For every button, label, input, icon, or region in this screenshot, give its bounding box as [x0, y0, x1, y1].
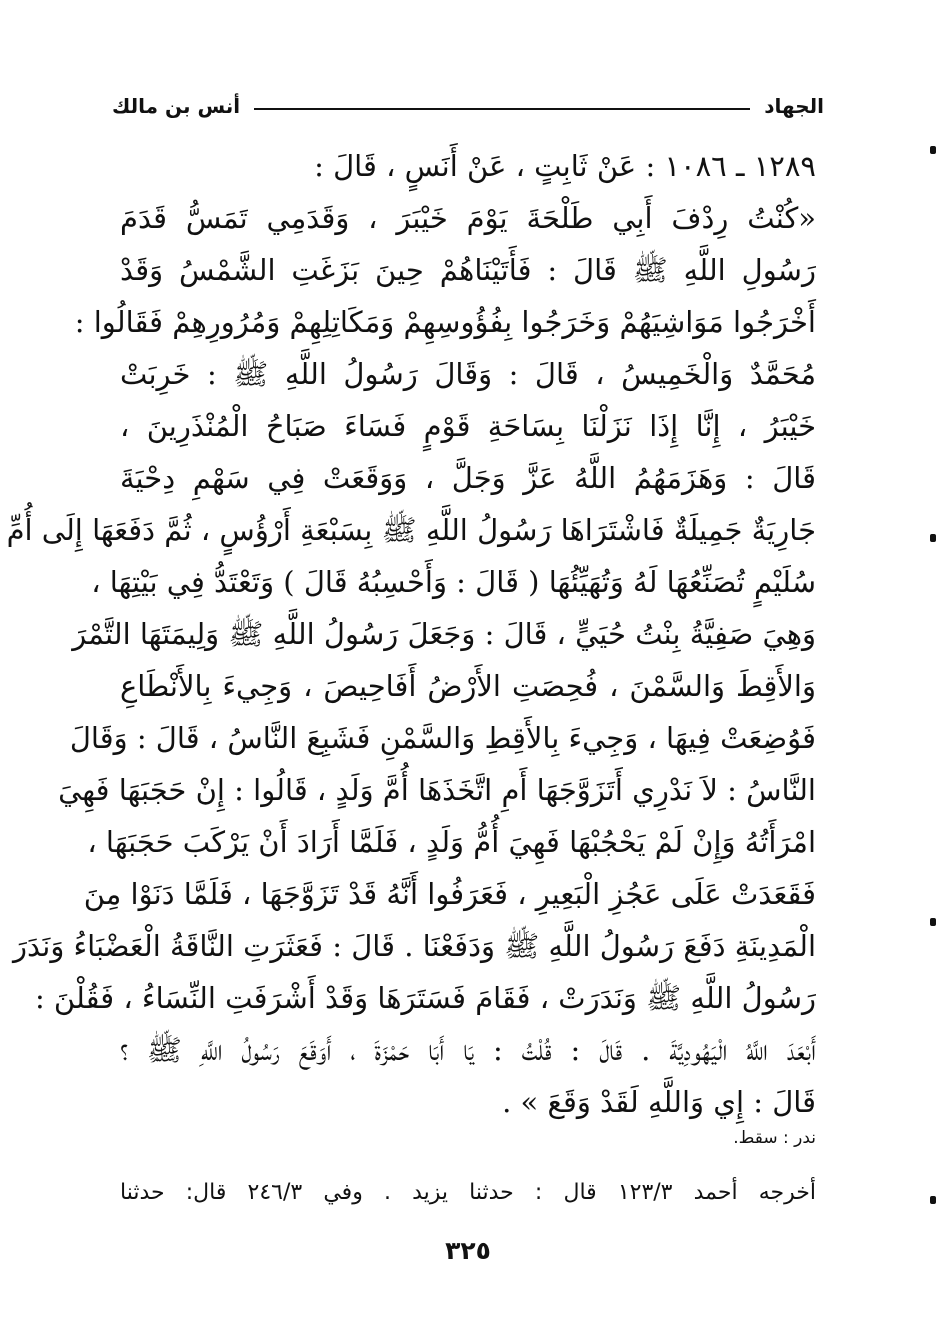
hadith-line: جَارِيَةٌ جَمِيلَةٌ فَاشْتَرَاهَا رَسُولُ اللَّهِ ﷺ بِسَبْعَةِ أَرْؤُسٍ ، ثُمَّ دَفَعَهَا إِلَى أُمِّ — [6, 513, 816, 547]
margin-mark — [930, 1196, 936, 1204]
chapter-title: الجهاد — [764, 94, 824, 118]
hadith-line: مُحَمَّدٌ وَالْخَمِيسُ ، قَالَ : وَقَالَ رَسُولُ اللَّهِ ﷺ : خَرِبَتْ — [120, 357, 816, 391]
hadith-line: خَيْبَرُ ، إِنَّا إِذَا نَزَلْنَا بِسَاحَةِ قَوْمٍ فَسَاءَ صَبَاحُ الْمُنْذَرِينَ ، — [120, 409, 816, 443]
hadith-line: قَالَ : إِي وَاللَّهِ لَقَدْ وَقَعَ » . — [502, 1085, 816, 1119]
hadith-line: فَوُضِعَتْ فِيهَا ، وَجِيءَ بِالأَقِطِ وَالسَّمْنِ فَشَبِعَ النَّاسُ ، قَالَ : وَقَالَ — [69, 721, 816, 755]
running-header — [112, 86, 824, 126]
hadith-line: النَّاسُ : لاَ نَدْرِي أَتَزَوَّجَهَا أَمِ اتَّخَذَهَا أُمَّ وَلَدٍ ، قَالُوا : إِنْ حَجَبَهَا فَهِيَ — [58, 773, 816, 807]
hadith-line: قَالَ : وَهَزَمَهُمُ اللَّهُ عَزَّ وَجَلَّ ، وَوَقَعَتْ فِي سَهْمِ دِحْيَةَ — [120, 461, 816, 495]
hadith-line: أَخْرَجُوا مَوَاشِيَهُمْ وَخَرَجُوا بِفُؤُوسِهِمْ وَمَكَاتِلِهِمْ وَمُرُورِهِمْ فَقَالُوا : — [74, 305, 816, 339]
hadith-line: وَالأَقِطَ وَالسَّمْنَ ، فُحِصَتِ الأَرْضُ أَفَاحِيصَ ، وَجِيءَ بِالأَنْطَاعِ — [120, 669, 816, 703]
hadith-line: امْرَأَتُهُ وَإِنْ لَمْ يَحْجُبْهَا فَهِيَ أُمُّ وَلَدٍ ، فَلَمَّا أَرَادَ أَنْ يَرْكَبَ حَجَبَهَا ، — [87, 825, 816, 859]
page-number: ٣٢٥ — [445, 1236, 491, 1265]
hadith-line: فَقَعَدَتْ عَلَى عَجُزِ الْبَعِيرِ ، فَعَرَفُوا أَنَّهُ قَدْ تَزَوَّجَهَا ، فَلَمَّا دَنَوْا مِنَ — [83, 877, 816, 911]
footnote: ندر : سقط. — [733, 1128, 816, 1148]
margin-mark — [930, 534, 936, 542]
hadith-text — [6, 140, 816, 1128]
header-rule — [254, 108, 750, 110]
margin-mark — [930, 146, 936, 154]
hadith-line: ١٢٨٩ ـ ١٠٨٦ : عَنْ ثَابِتٍ ، عَنْ أَنَسٍ ، قَالَ : — [314, 149, 816, 183]
hadith-line: رَسُولِ اللَّهِ ﷺ قَالَ : فَأَتَيْنَاهُمْ حِينَ بَزَغَتِ الشَّمْسُ وَقَدْ — [120, 253, 816, 287]
hadith-line: رَسُولُ اللَّهِ ﷺ وَنَدَرَتْ ، فَقَامَ فَسَتَرَهَا وَقَدْ أَشْرَفَتِ النِّسَاءُ ، فَقُلْنَ : — [34, 981, 816, 1015]
hadith-line: سُلَيْمٍ تُصَنِّعُهَا لَهُ وَتُهَيِّئُهَا ( قَالَ : وَأَحْسِبُهُ قَالَ ) وَتَعْتَدُّ فِي بَيْتِهَا ، — [91, 565, 816, 599]
hadith-line: الْمَدِينَةِ دَفَعَ رَسُولُ اللَّهِ ﷺ وَدَفَعْنَا . قَالَ : فَعَثَرَتِ النَّاقَةُ الْعَضْبَاءُ وَنَدَرَ — [13, 929, 816, 963]
book-title: أنس بن مالك — [112, 94, 241, 118]
hadith-line: «كُنْتُ رِدْفَ أَبِي طَلْحَةَ يَوْمَ خَيْبَرَ ، وَقَدَمِي تَمَسُّ قَدَمَ — [120, 201, 816, 235]
hadith-line: وَهِيَ صَفِيَّةُ بِنْتُ حُيَيٍّ ، قَالَ : وَجَعَلَ رَسُولُ اللَّهِ ﷺ وَلِيمَتَهَا التَّمْرَ — [72, 617, 816, 651]
margin-mark — [930, 918, 936, 926]
hadith-line: أَبْعَدَ اللَّهُ الْيَهُودِيَّةَ . قَالَ : قُلْتُ : يَا أَبَا حَمْزَةَ ، أَوَقَعَ رَسُولُ اللَّهِ ﷺ ؟ — [120, 1033, 816, 1067]
takhrij-note: أخرجه أحمد ١٢٣/٣ قال : حدثنا يزيد . وفي ٢٤٦/٣ قال: حدثنا — [120, 1180, 816, 1205]
